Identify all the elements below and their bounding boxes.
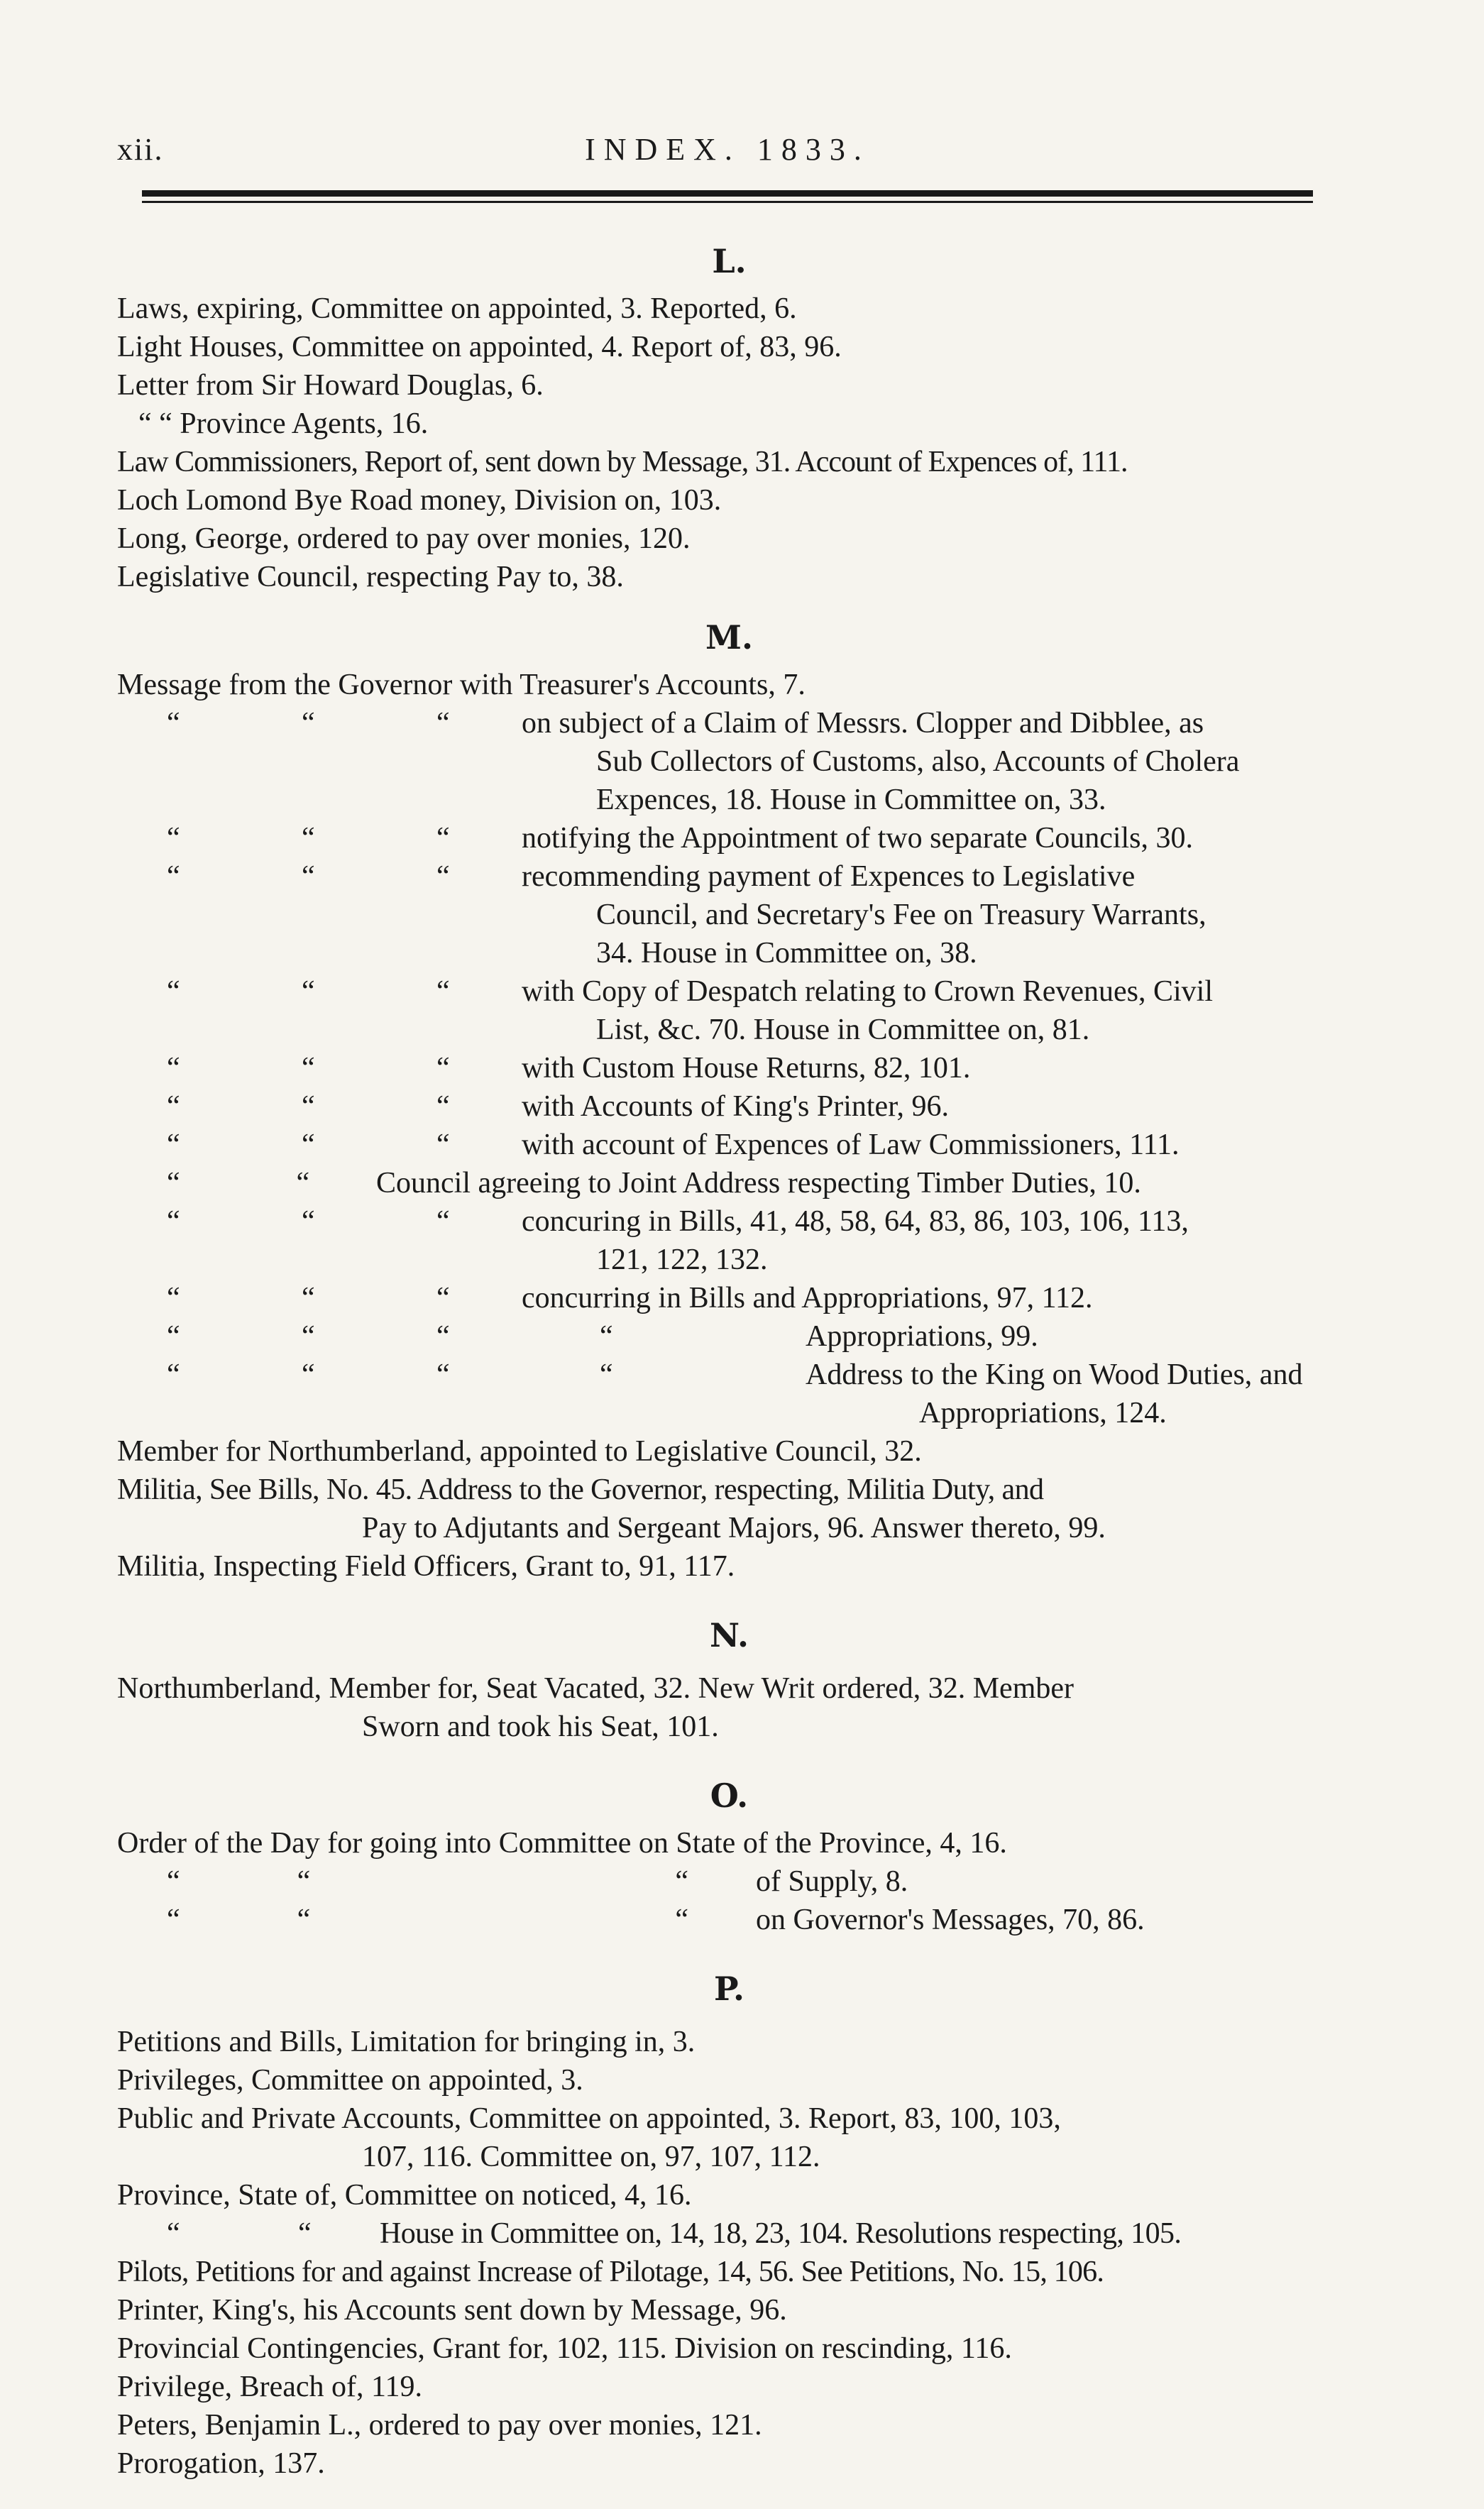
index-entry: Light Houses, Committee on appointed, 4. Report of, 83, 96.: [117, 331, 842, 363]
index-subentry: [117, 1901, 1341, 1939]
index-subentry: [117, 2214, 1341, 2253]
index-subentry: [117, 1862, 1341, 1901]
index-subentry: [117, 1279, 1341, 1317]
section-p: [117, 2023, 1341, 2483]
index-entry: Loch Lomond Bye Road money, Division on, 103.: [117, 484, 722, 517]
ditto-marks: “ “ “: [167, 1090, 450, 1123]
subentry-text: Council agreeing to Joint Address respecting Timber Duties, 10.: [376, 1167, 1141, 1199]
index-subentry: [117, 1126, 1341, 1164]
header-rule-thick: [142, 190, 1313, 197]
section-n: [117, 1669, 1341, 1746]
subentry-continuation: Expences, 18. House in Committee on, 33.: [596, 784, 1106, 816]
subentry-text: with account of Expences of Law Commissioners, 111.: [522, 1129, 1180, 1161]
ditto-marks: “ “ “: [167, 1904, 688, 1936]
ditto-marks: “ “ “: [167, 1052, 450, 1085]
subentry-continuation: 34. House in Committee on, 38.: [596, 937, 977, 970]
section-letter-m: M.: [705, 618, 753, 657]
subentry-text: Appropriations, 99.: [806, 1320, 1038, 1353]
index-entry: Militia, Inspecting Field Officers, Grant to, 91, 117.: [117, 1550, 735, 1583]
index-entry: “ “ Province Agents, 16.: [138, 407, 429, 440]
ditto-marks: “ “ “: [167, 1320, 450, 1353]
index-entry: Legislative Council, respecting Pay to, 38.: [117, 561, 624, 593]
section-letter-p: P.: [714, 1970, 744, 2008]
index-entry: Northumberland, Member for, Seat Vacated, 32. New Writ ordered, 32. Member: [117, 1672, 1074, 1705]
ditto-marks: “ “ “: [167, 1129, 450, 1161]
index-subentry: [117, 972, 1341, 1011]
ditto-marks: “ “ “: [167, 1865, 688, 1898]
section-letter-n: N.: [709, 1616, 749, 1654]
subentry-text: on subject of a Claim of Messrs. Clopper and Dibblee, as: [522, 707, 1204, 740]
subentry-continuation: 121, 122, 132.: [596, 1243, 768, 1276]
index-entry: Petitions and Bills, Limitation for bringing in, 3.: [117, 2026, 696, 2058]
page-number: xii.: [117, 132, 164, 167]
section-o: [117, 1824, 1341, 1939]
index-entry: Laws, expiring, Committee on appointed, 3. Reported, 6.: [117, 292, 797, 325]
page-title: INDEX. 1833.: [585, 132, 870, 167]
entry-continuation: Sworn and took his Seat, 101.: [362, 1711, 719, 1743]
subentry-text: concuring in Bills, 41, 48, 58, 64, 83, 86, 103, 106, 113,: [522, 1205, 1189, 1238]
index-subentry: [117, 1087, 1341, 1126]
ditto-marks: “ “ “: [167, 707, 450, 740]
subentry-continuation: Council, and Secretary's Fee on Treasury Warrants,: [596, 899, 1207, 931]
ditto-marks: “ “ “: [167, 975, 450, 1008]
index-entry: Law Commissioners, Report of, sent down by Message, 31. Account of Expences of, 111.: [117, 446, 1128, 478]
ditto-marks: “ “ “: [167, 1205, 450, 1238]
entry-continuation: Pay to Adjutants and Sergeant Majors, 96. Answer thereto, 99.: [362, 1512, 1106, 1544]
index-subentry: [117, 1049, 1341, 1087]
ditto-marks: “ “ “: [167, 1282, 450, 1314]
ditto-marks: “ “ “: [167, 822, 450, 855]
subentry-text: recommending payment of Expences to Legislative: [522, 860, 1136, 893]
ditto-marks: “ “ “: [167, 860, 450, 893]
index-entry: Privilege, Breach of, 119.: [117, 2371, 422, 2403]
index-entry: Order of the Day for going into Committee on State of the Province, 4, 16.: [117, 1827, 1007, 1860]
ditto-marks: “ “: [167, 2217, 312, 2250]
index-entry: Province, State of, Committee on noticed, 4, 16.: [117, 2179, 692, 2212]
subentry-continuation: Appropriations, 124.: [919, 1397, 1167, 1429]
index-entry: Peters, Benjamin L., ordered to pay over monies, 121.: [117, 2409, 762, 2442]
index-subentry: “ “ “ “ Appropriations, 99.: [117, 1317, 1341, 1356]
index-entry: Long, George, ordered to pay over monies, 120.: [117, 522, 691, 555]
index-subentry: [117, 1202, 1341, 1241]
subentry-text: of Supply, 8.: [756, 1865, 908, 1898]
subentry-continuation: List, &c. 70. House in Committee on, 81.: [596, 1014, 1090, 1046]
entry-continuation: 107, 116. Committee on, 97, 107, 112.: [362, 2141, 820, 2173]
index-entry: Message from the Governor with Treasurer's Accounts, 7.: [117, 669, 806, 701]
index-entry: Privileges, Committee on appointed, 3.: [117, 2064, 583, 2097]
subentry-text: with Copy of Despatch relating to Crown Revenues, Civil: [522, 975, 1214, 1008]
index-subentry: “ “ “ “ Address to the King on Wood Duties, and: [117, 1356, 1341, 1394]
index-entry: Militia, See Bills, No. 45. Address to the Governor, respecting, Militia Duty, and: [117, 1473, 1044, 1506]
subentry-text: with Custom House Returns, 82, 101.: [522, 1052, 971, 1085]
subentry-text: House in Committee on, 14, 18, 23, 104. Resolutions respecting, 105.: [380, 2217, 1182, 2250]
index-entry: Public and Private Accounts, Committee on appointed, 3. Report, 83, 100, 103,: [117, 2102, 1061, 2135]
subentry-text: with Accounts of King's Printer, 96.: [522, 1090, 950, 1123]
index-subentry: [117, 704, 1341, 742]
section-l: [117, 290, 1341, 596]
index-entry: Provincial Contingencies, Grant for, 102, 115. Division on rescinding, 116.: [117, 2332, 1012, 2365]
index-entry: Letter from Sir Howard Douglas, 6.: [117, 369, 544, 402]
index-subentry: [117, 857, 1341, 896]
subentry-text: on Governor's Messages, 70, 86.: [756, 1904, 1145, 1936]
index-subentry: [117, 1164, 1341, 1202]
subentry-text: concurring in Bills and Appropriations, 97, 112.: [522, 1282, 1093, 1314]
index-entry: Prorogation, 137.: [117, 2447, 325, 2480]
subentry-text: notifying the Appointment of two separate Councils, 30.: [522, 822, 1194, 855]
index-entry: Pilots, Petitions for and against Increase of Pilotage, 14, 56. See Petitions, No. 15, 106.: [117, 2256, 1104, 2288]
subentry-continuation: Sub Collectors of Customs, also, Accounts of Cholera: [596, 745, 1240, 778]
ditto-marks: “ “: [167, 1167, 310, 1199]
index-entry: Printer, King's, his Accounts sent down by Message, 96.: [117, 2294, 787, 2327]
section-letter-o: O.: [710, 1777, 749, 1815]
section-m: [117, 666, 1341, 1586]
subentry-text: Address to the King on Wood Duties, and: [806, 1358, 1303, 1391]
running-header: [117, 131, 1338, 174]
ditto-marks: “ “ “: [167, 1358, 450, 1391]
index-subentry: [117, 819, 1341, 857]
index-entry: Member for Northumberland, appointed to Legislative Council, 32.: [117, 1435, 922, 1468]
header-rule-thin: [142, 201, 1313, 203]
index-content: [117, 220, 1341, 2483]
section-letter-l: L.: [712, 242, 747, 280]
